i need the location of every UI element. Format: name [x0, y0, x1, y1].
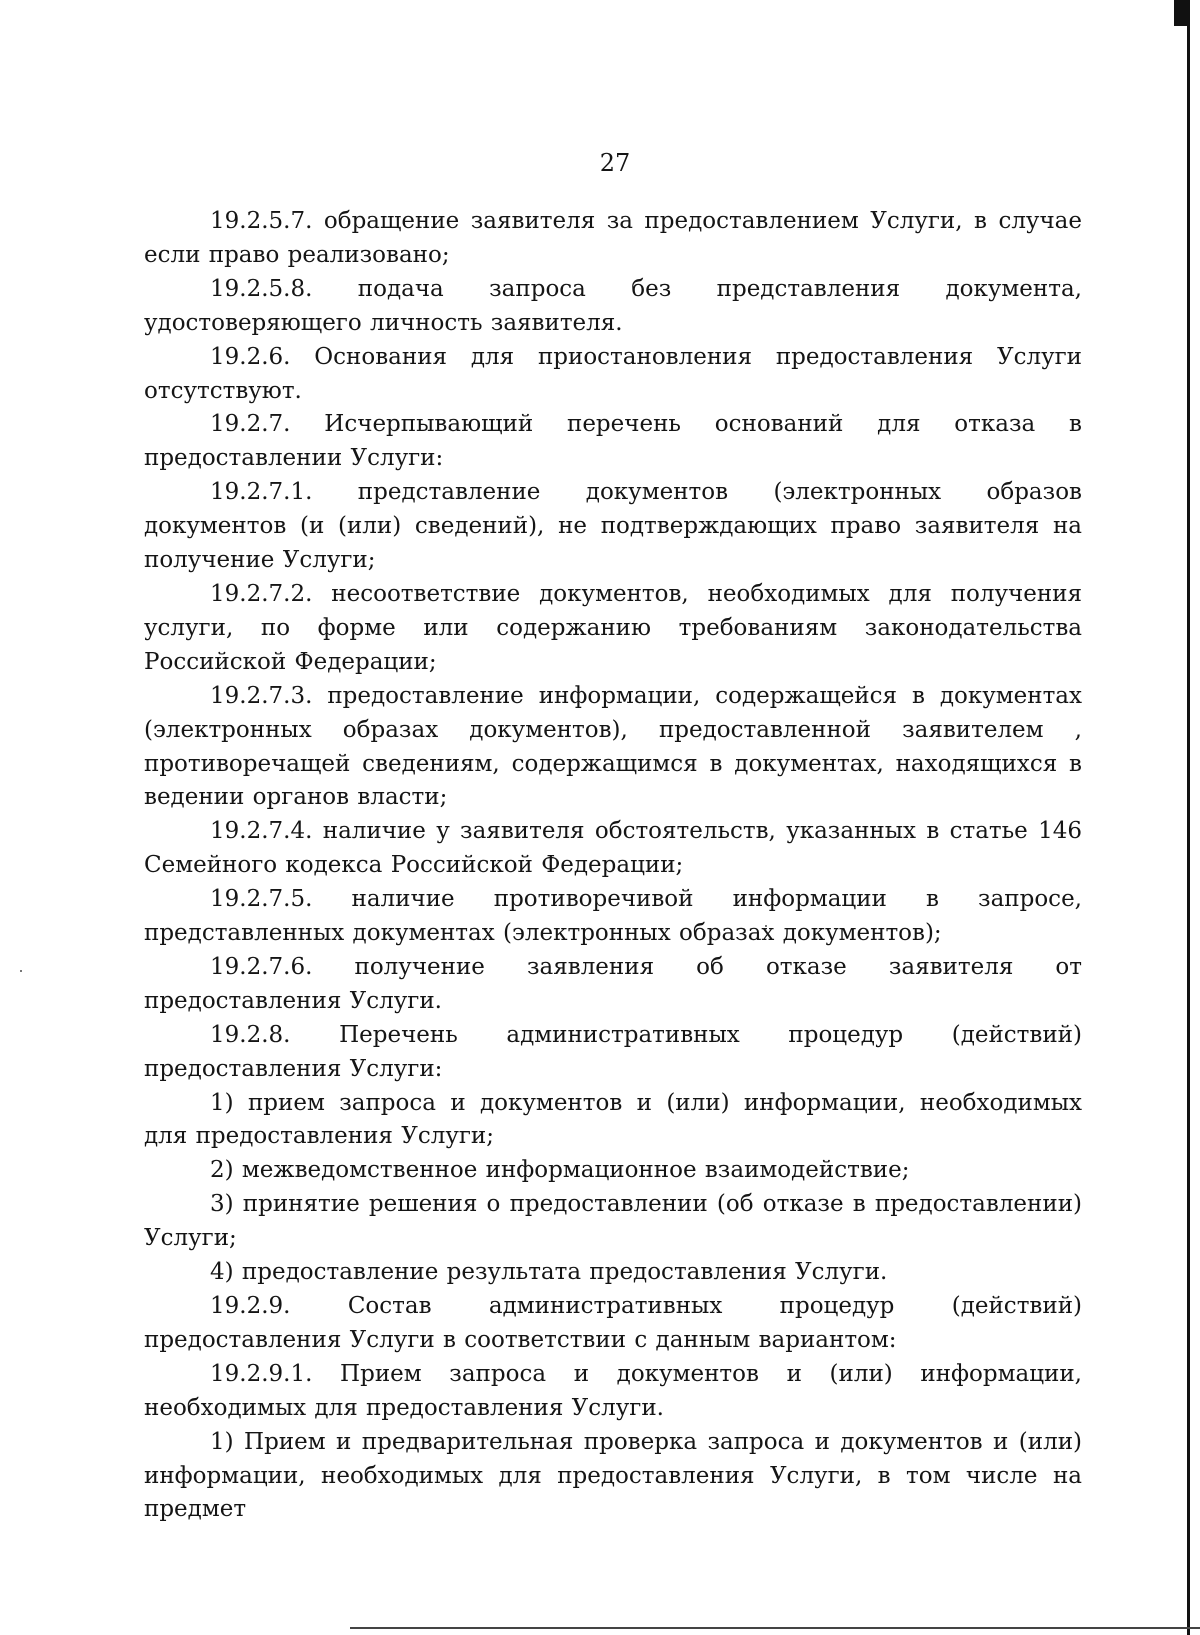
paragraph: 19.2.5.7. обращение заявителя за предоставлением Услуги, в случае если право реализовано; — [144, 208, 1082, 268]
paragraph: 19.2.7.3. предоставление информации, содержащейся в документах (электронных образах документов), предоставленной заявителем , противоречащей сведениям, содержащимся в документах, находящихся в ведении органов власти; — [144, 682, 1082, 811]
page-number: 27 — [599, 149, 631, 177]
list-item: 1) Прием и предварительная проверка запроса и документов и (или) информации, необходимых для предоставления Услуги, в том числе на предмет — [144, 1428, 1082, 1523]
paragraph: 19.2.7.5. наличие противоречивой информации в запросе, представленных документах (электронных образах документов); — [144, 886, 1082, 947]
scan-border-right — [1187, 0, 1190, 1635]
paragraph: 19.2.7.6. получение заявления об отказе заявителя от предоставления Услуги. — [144, 953, 1082, 1014]
list-item: 2) межведомственное информационное взаимодействие; — [210, 1157, 910, 1184]
paragraph: 19.2.9. Состав административных процедур (действий) предоставления Услуги в соответствии с данным вариантом: — [144, 1293, 1082, 1353]
paragraph: 19.2.7.4. наличие у заявителя обстоятельств, указанных в статье 146 Семейного кодекса Российской Федерации; — [144, 818, 1082, 879]
paragraph: 19.2.6. Основания для приостановления предоставления Услуги отсутствуют. — [144, 343, 1082, 404]
paragraph: 19.2.5.8. подача запроса без представления документа, удостоверяющего личность заявителя. — [144, 275, 1082, 336]
scan-border-corner — [1174, 0, 1190, 26]
paragraph: 19.2.9.1. Прием запроса и документов и (или) информации, необходимых для предоставления Услуги. — [144, 1360, 1082, 1421]
scan-speck — [20, 970, 22, 972]
scan-border-bottom — [350, 1627, 1200, 1629]
paragraph: 19.2.8. Перечень административных процедур (действий) предоставления Услуги: — [144, 1021, 1082, 1082]
list-item: 1) прием запроса и документов и (или) информации, необходимых для предоставления Услуги; — [144, 1089, 1082, 1150]
paragraph: 19.2.7. Исчерпывающий перечень оснований для отказа в предоставлении Услуги: — [144, 411, 1082, 472]
document-body — [144, 205, 1082, 1527]
list-item: 3) принятие решения о предоставлении (об отказе в предоставлении) Услуги; — [144, 1191, 1082, 1252]
paragraph: 19.2.7.2. несоответствие документов, необходимых для получения услуги, по форме или содержанию требованиям законодательства Российской Федерации; — [144, 580, 1082, 675]
paragraph: 19.2.7.1. представление документов (электронных образов документов (и (или) сведений), не подтверждающих право заявителя на получение Услуги; — [144, 479, 1082, 574]
list-item: 4) предоставление результата предоставления Услуги. — [210, 1259, 888, 1286]
